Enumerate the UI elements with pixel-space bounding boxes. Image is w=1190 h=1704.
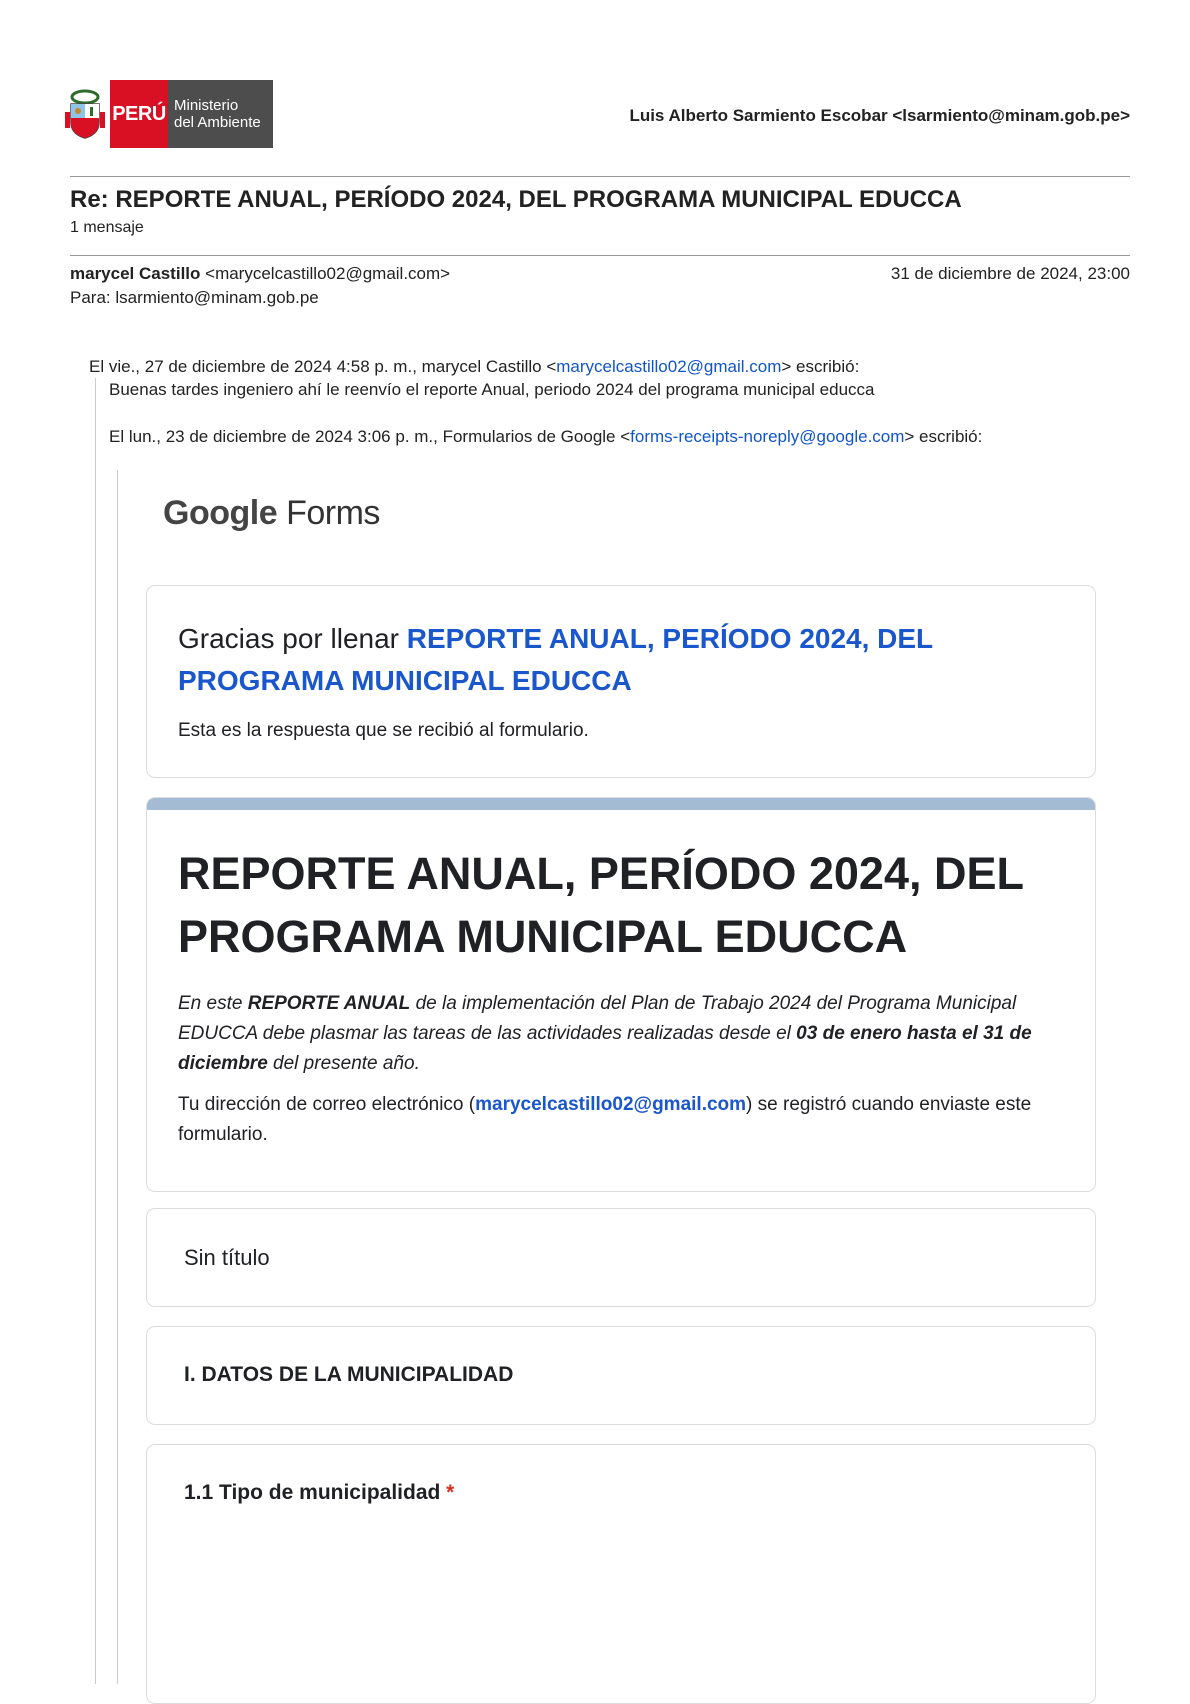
question-card	[146, 1444, 1096, 1704]
quote3-email-link[interactable]: forms-receipts-noreply@google.com	[630, 427, 905, 446]
question-1-title	[184, 1481, 454, 1505]
logo-ministry-line2: del Ambiente	[174, 114, 261, 131]
quote3-suffix: > escribió:	[904, 427, 983, 446]
brand-google: Google	[163, 494, 278, 532]
form-header-card	[146, 797, 1096, 1192]
logo-peru-label: PERÚ	[110, 80, 168, 148]
account-name: Luis Alberto Sarmiento Escobar <lsarmiento@minam.gob.pe>	[629, 106, 1130, 125]
required-asterisk: *	[446, 1481, 455, 1504]
recorded-email-note	[178, 1090, 1058, 1150]
form-title: REPORTE ANUAL, PERÍODO 2024, DEL PROGRAMA MUNICIPAL EDUCCA	[178, 848, 1024, 962]
section-untitled-card	[146, 1208, 1096, 1307]
sender-address: <marycelcastillo02@gmail.com>	[205, 264, 451, 283]
recipient-line: Para: lsarmiento@minam.gob.pe	[70, 288, 319, 307]
logo-ministry-line1: Ministerio	[174, 97, 239, 114]
desc-bold: 03 de enero hasta el 31 de diciembre	[178, 1023, 1032, 1074]
brand-forms: Forms	[286, 494, 380, 532]
thanks-prefix: Gracias por llenar	[178, 623, 407, 654]
message-count: 1 mensaje	[70, 219, 144, 236]
minam-logo	[60, 80, 275, 148]
email-date: 31 de diciembre de 2024, 23:00	[890, 264, 1130, 283]
desc-part: de la implementación del Plan de Trabajo 2024 del Programa Municipal EDUCCA debe plasmar las tareas de las actividades realizadas desde el	[178, 993, 1017, 1044]
email-header	[60, 80, 1130, 150]
email-note-suffix: ) se registró cuando enviaste este formulario.	[178, 1094, 1032, 1145]
email-note-prefix: Tu dirección de correo electrónico (	[178, 1094, 476, 1115]
desc-part: del presente año.	[267, 1053, 420, 1074]
quote-bar-nested	[117, 470, 118, 1684]
sender-line	[70, 264, 450, 284]
divider	[70, 176, 1130, 177]
form-description	[178, 989, 1058, 1079]
quote1-suffix: > escribió:	[781, 357, 860, 376]
section-1-card	[146, 1326, 1096, 1425]
quote-header-1	[89, 357, 859, 377]
sender-name: marycel Castillo	[70, 264, 201, 283]
form-title-link[interactable]: REPORTE ANUAL, PERÍODO 2024, DEL PROGRAMA MUNICIPAL EDUCCA	[178, 623, 933, 696]
desc-part: En este	[178, 993, 248, 1014]
form-accent-bar	[147, 798, 1095, 810]
thanks-card	[146, 585, 1096, 778]
quote-bar	[95, 378, 96, 1684]
quote3-prefix: El lun., 23 de diciembre de 2024 3:06 p. m., Formularios de Google <	[109, 427, 631, 446]
question-1-label: 1.1 Tipo de municipalidad	[184, 1481, 441, 1504]
thanks-heading	[178, 618, 1038, 702]
section-untitled-title: Sin título	[184, 1245, 270, 1270]
quote-header-2	[109, 426, 1069, 448]
section-1-title: I. DATOS DE LA MUNICIPALIDAD	[184, 1363, 514, 1386]
quote1-prefix: El vie., 27 de diciembre de 2024 4:58 p. m., marycel Castillo <	[89, 357, 557, 376]
logo-ministry-label	[168, 80, 273, 148]
quote-body-1: Buenas tardes ingeniero ahí le reenvío el reporte Anual, periodo 2024 del programa municipal educca	[109, 380, 875, 399]
recorded-email-link[interactable]: marycelcastillo02@gmail.com	[475, 1094, 747, 1115]
google-forms-logo	[163, 494, 380, 533]
divider	[70, 255, 1130, 256]
quote1-email-link[interactable]: marycelcastillo02@gmail.com	[556, 357, 782, 376]
desc-bold: REPORTE ANUAL	[247, 993, 411, 1014]
thanks-subtext: Esta es la respuesta que se recibió al formulario.	[178, 720, 589, 741]
email-subject: Re: REPORTE ANUAL, PERÍODO 2024, DEL PROGRAMA MUNICIPAL EDUCCA	[70, 186, 962, 213]
peru-coat-of-arms-icon	[60, 80, 110, 148]
